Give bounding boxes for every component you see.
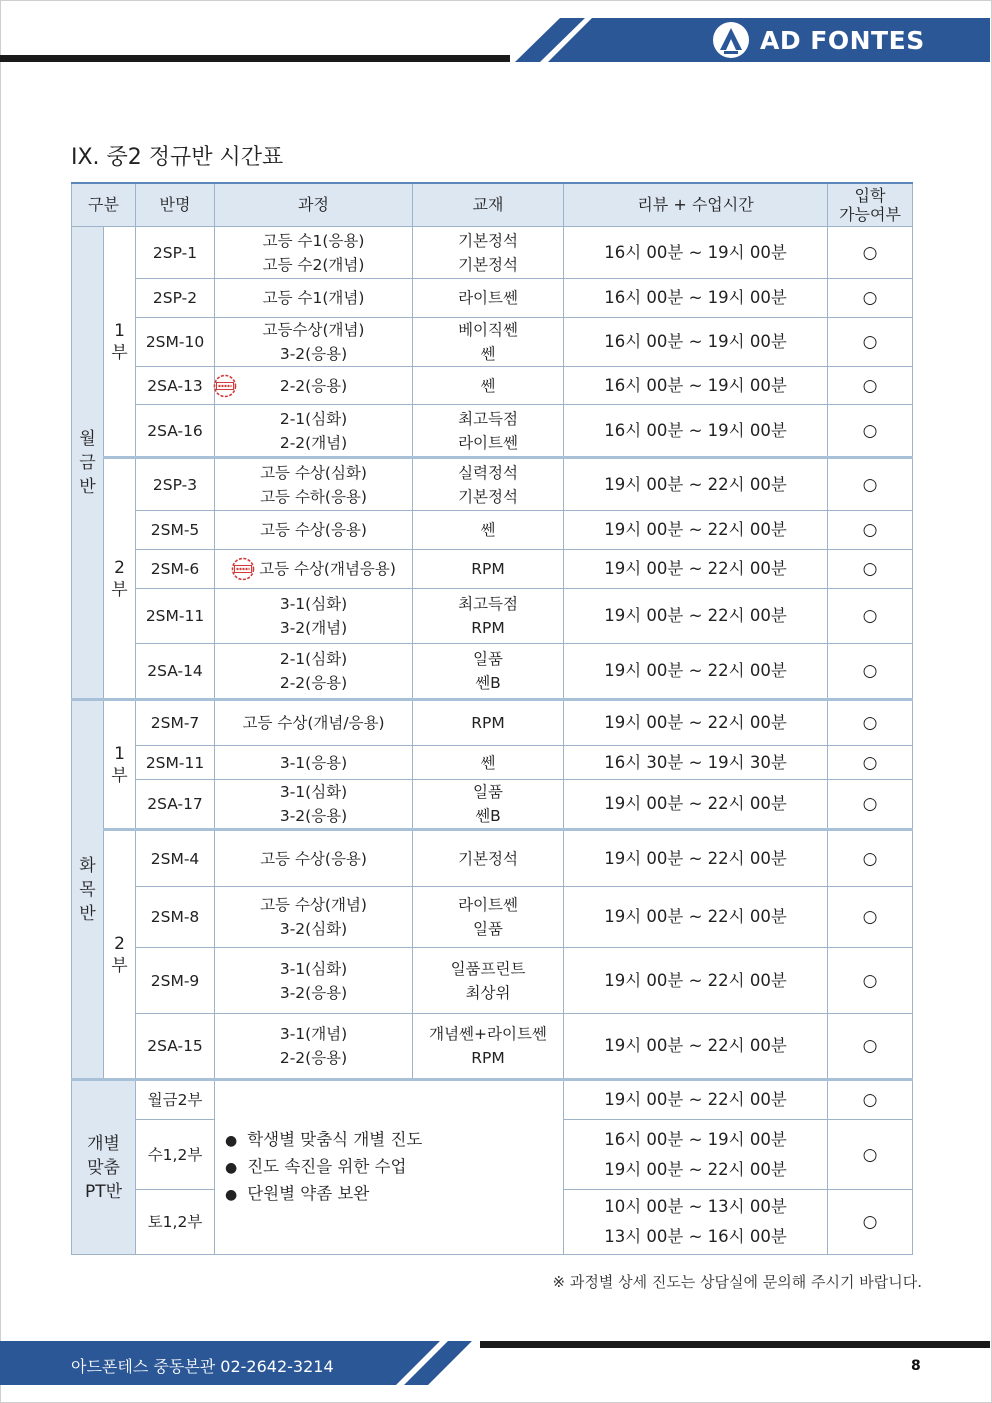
bullet-item: ● 학생별 맞춤식 개별 진도: [225, 1127, 563, 1154]
class-name: 2SM-11: [136, 746, 215, 780]
textbook-cell: 일품프린트 최상위: [413, 948, 564, 1014]
availability-cell: ○: [828, 279, 913, 318]
textbook-cell: 라이트쎈 일품: [413, 887, 564, 948]
availability-cell: ○: [828, 405, 913, 458]
col-header-time: 리뷰 + 수업시간: [564, 183, 828, 227]
course-cell: 3-1(응용): [215, 746, 413, 780]
course-cell: 고등 수상(심화) 고등 수하(응용): [215, 458, 413, 511]
table-row: [72, 830, 913, 887]
availability-cell: ○: [828, 700, 913, 746]
course-cell: 고등 수상(응용): [215, 511, 413, 550]
course-cell: 고등 수1(개념): [215, 279, 413, 318]
pt-row: [72, 1080, 913, 1120]
class-name: 2SA-14: [136, 644, 215, 700]
table-row: [72, 948, 913, 1014]
class-name: 2SA-17: [136, 780, 215, 830]
pt-time-cell: 10시 00분 ~ 13시 00분 13시 00분 ~ 16시 00분: [564, 1190, 828, 1255]
pt-time-cell: 19시 00분 ~ 22시 00분: [564, 1080, 828, 1120]
logo: [712, 20, 925, 60]
time-cell: 16시 00분 ~ 19시 00분: [564, 367, 828, 405]
table-row: [72, 279, 913, 318]
time-cell: 16시 00분 ~ 19시 00분: [564, 318, 828, 367]
availability-cell: ○: [828, 318, 913, 367]
course-cell: 고등수상(개념) 3-2(응용): [215, 318, 413, 367]
group-label: 월 금 반: [72, 227, 104, 700]
table-row: [72, 550, 913, 589]
pt-time-cell: 16시 00분 ~ 19시 00분 19시 00분 ~ 22시 00분: [564, 1120, 828, 1190]
class-name: 2SM-5: [136, 511, 215, 550]
footnote: ※ 과정별 상세 진도는 상담실에 문의해 주시기 바랍니다.: [552, 1273, 922, 1291]
course-cell: 2-1(심화) 2-2(개념): [215, 405, 413, 458]
class-name: 2SM-6: [136, 550, 215, 589]
time-cell: 19시 00분 ~ 22시 00분: [564, 780, 828, 830]
pt-class-name: 수1,2부: [136, 1120, 215, 1190]
class-name: 2SM-10: [136, 318, 215, 367]
table-row: [72, 367, 913, 405]
textbook-cell: RPM: [413, 700, 564, 746]
course-text: 2-2(응용): [279, 376, 348, 395]
pt-class-name: 월금2부: [136, 1080, 215, 1120]
class-name: 2SP-3: [136, 458, 215, 511]
table-row: [72, 1014, 913, 1080]
time-cell: 16시 00분 ~ 19시 00분: [564, 405, 828, 458]
footer-contact: 아드폰테스 중동본관 02-2642-3214: [71, 1357, 334, 1376]
pt-bullets: [215, 1080, 564, 1255]
class-name: 2SA-13: [136, 367, 215, 405]
textbook-cell: 쎈: [413, 367, 564, 405]
course-cell: 고등 수1(응용) 고등 수2(개념): [215, 227, 413, 279]
course-cell: 3-1(심화) 3-2(응용): [215, 780, 413, 830]
table-row: [72, 405, 913, 458]
part-label: 1 부: [104, 227, 136, 458]
availability-cell: ○: [828, 458, 913, 511]
group-label: 화 목 반: [72, 700, 104, 1080]
textbook-cell: 베이직쎈 쎈: [413, 318, 564, 367]
time-cell: 19시 00분 ~ 22시 00분: [564, 1014, 828, 1080]
timetable: [71, 182, 913, 1255]
time-cell: 19시 00분 ~ 22시 00분: [564, 589, 828, 644]
course-cell: 2-1(심화) 2-2(응용): [215, 644, 413, 700]
availability-cell: ○: [828, 1014, 913, 1080]
col-header-class: 반명: [136, 183, 215, 227]
col-header-course: 과정: [215, 183, 413, 227]
col-header-textbook: 교재: [413, 183, 564, 227]
class-name: 2SM-7: [136, 700, 215, 746]
class-name: 2SM-4: [136, 830, 215, 887]
pt-availability-cell: ○: [828, 1080, 913, 1120]
part-label: 2 부: [104, 458, 136, 700]
table-header-row: [72, 183, 913, 227]
col-header-category: 구분: [72, 183, 136, 227]
textbook-cell: 최고득점 라이트쎈: [413, 405, 564, 458]
time-cell: 19시 00분 ~ 22시 00분: [564, 458, 828, 511]
table-row: [72, 644, 913, 700]
textbook-cell: 최고득점 RPM: [413, 589, 564, 644]
course-cell: 고등 수상(응용): [215, 830, 413, 887]
textbook-cell: 일품 쎈B: [413, 780, 564, 830]
textbook-cell: 일품 쎈B: [413, 644, 564, 700]
pt-availability-cell: ○: [828, 1190, 913, 1255]
availability-cell: ○: [828, 589, 913, 644]
time-cell: 19시 00분 ~ 22시 00분: [564, 550, 828, 589]
availability-cell: ○: [828, 887, 913, 948]
availability-cell: ○: [828, 948, 913, 1014]
bullet-item: ● 단원별 약좀 보완: [225, 1181, 563, 1208]
logo-mark-icon: [712, 21, 750, 59]
table-row: [72, 589, 913, 644]
class-name: 2SM-9: [136, 948, 215, 1014]
availability-cell: ○: [828, 644, 913, 700]
textbook-cell: 실력정석 기본정석: [413, 458, 564, 511]
class-name: 2SP-2: [136, 279, 215, 318]
part-label: 1 부: [104, 700, 136, 830]
course-cell: 고등 수상(개념/응용): [215, 700, 413, 746]
availability-cell: ○: [828, 830, 913, 887]
time-cell: 19시 00분 ~ 22시 00분: [564, 511, 828, 550]
page-title: IX. 중2 정규반 시간표: [71, 145, 284, 170]
class-name: 2SA-15: [136, 1014, 215, 1080]
textbook-cell: 기본정석: [413, 830, 564, 887]
table-row: [72, 746, 913, 780]
availability-cell: ○: [828, 746, 913, 780]
course-cell: 3-1(심화) 3-2(응용): [215, 948, 413, 1014]
time-cell: 19시 00분 ~ 22시 00분: [564, 830, 828, 887]
availability-cell: ○: [828, 780, 913, 830]
group-label-pt: 개별 맞춤 PT반: [72, 1080, 136, 1255]
textbook-cell: 쎈: [413, 746, 564, 780]
time-cell: 19시 00분 ~ 22시 00분: [564, 644, 828, 700]
deadline-stamp-icon: [231, 557, 255, 581]
col-header-availability: 입학 가능여부: [828, 183, 913, 227]
time-cell: 16시 00분 ~ 19시 00분: [564, 227, 828, 279]
class-name: 2SA-16: [136, 405, 215, 458]
table-row: [72, 700, 913, 746]
availability-cell: ○: [828, 511, 913, 550]
class-name: 2SP-1: [136, 227, 215, 279]
time-cell: 19시 00분 ~ 22시 00분: [564, 700, 828, 746]
bullet-item: ● 진도 속진을 위한 수업: [225, 1154, 563, 1181]
time-cell: 16시 30분 ~ 19시 30분: [564, 746, 828, 780]
class-name: 2SM-8: [136, 887, 215, 948]
course-cell: 3-1(심화) 3-2(개념): [215, 589, 413, 644]
table-row: [72, 887, 913, 948]
time-cell: 19시 00분 ~ 22시 00분: [564, 887, 828, 948]
table-row: [72, 511, 913, 550]
pt-availability-cell: ○: [828, 1120, 913, 1190]
textbook-cell: 개념쎈+라이트쎈 RPM: [413, 1014, 564, 1080]
course-cell: [215, 550, 413, 589]
course-cell: 3-1(개념) 2-2(응용): [215, 1014, 413, 1080]
time-cell: 19시 00분 ~ 22시 00분: [564, 948, 828, 1014]
textbook-cell: RPM: [413, 550, 564, 589]
page-number: 8: [911, 1358, 921, 1374]
class-name: 2SM-11: [136, 589, 215, 644]
textbook-cell: 라이트쎈: [413, 279, 564, 318]
table-row: [72, 780, 913, 830]
part-label: 2 부: [104, 830, 136, 1080]
availability-cell: ○: [828, 550, 913, 589]
textbook-cell: 쎈: [413, 511, 564, 550]
time-cell: 16시 00분 ~ 19시 00분: [564, 279, 828, 318]
footer-line: [480, 1341, 990, 1348]
availability-cell: ○: [828, 227, 913, 279]
deadline-stamp-icon: [213, 374, 237, 398]
course-cell: 고등 수상(개념) 3-2(심화): [215, 887, 413, 948]
table-row: [72, 227, 913, 279]
logo-text: AD FONTES: [760, 25, 925, 55]
textbook-cell: 기본정석 기본정석: [413, 227, 564, 279]
table-row: [72, 318, 913, 367]
availability-cell: ○: [828, 367, 913, 405]
pt-class-name: 토1,2부: [136, 1190, 215, 1255]
table-row: [72, 458, 913, 511]
course-text: 고등 수상(개념응용): [259, 559, 396, 578]
course-cell: [215, 367, 413, 405]
